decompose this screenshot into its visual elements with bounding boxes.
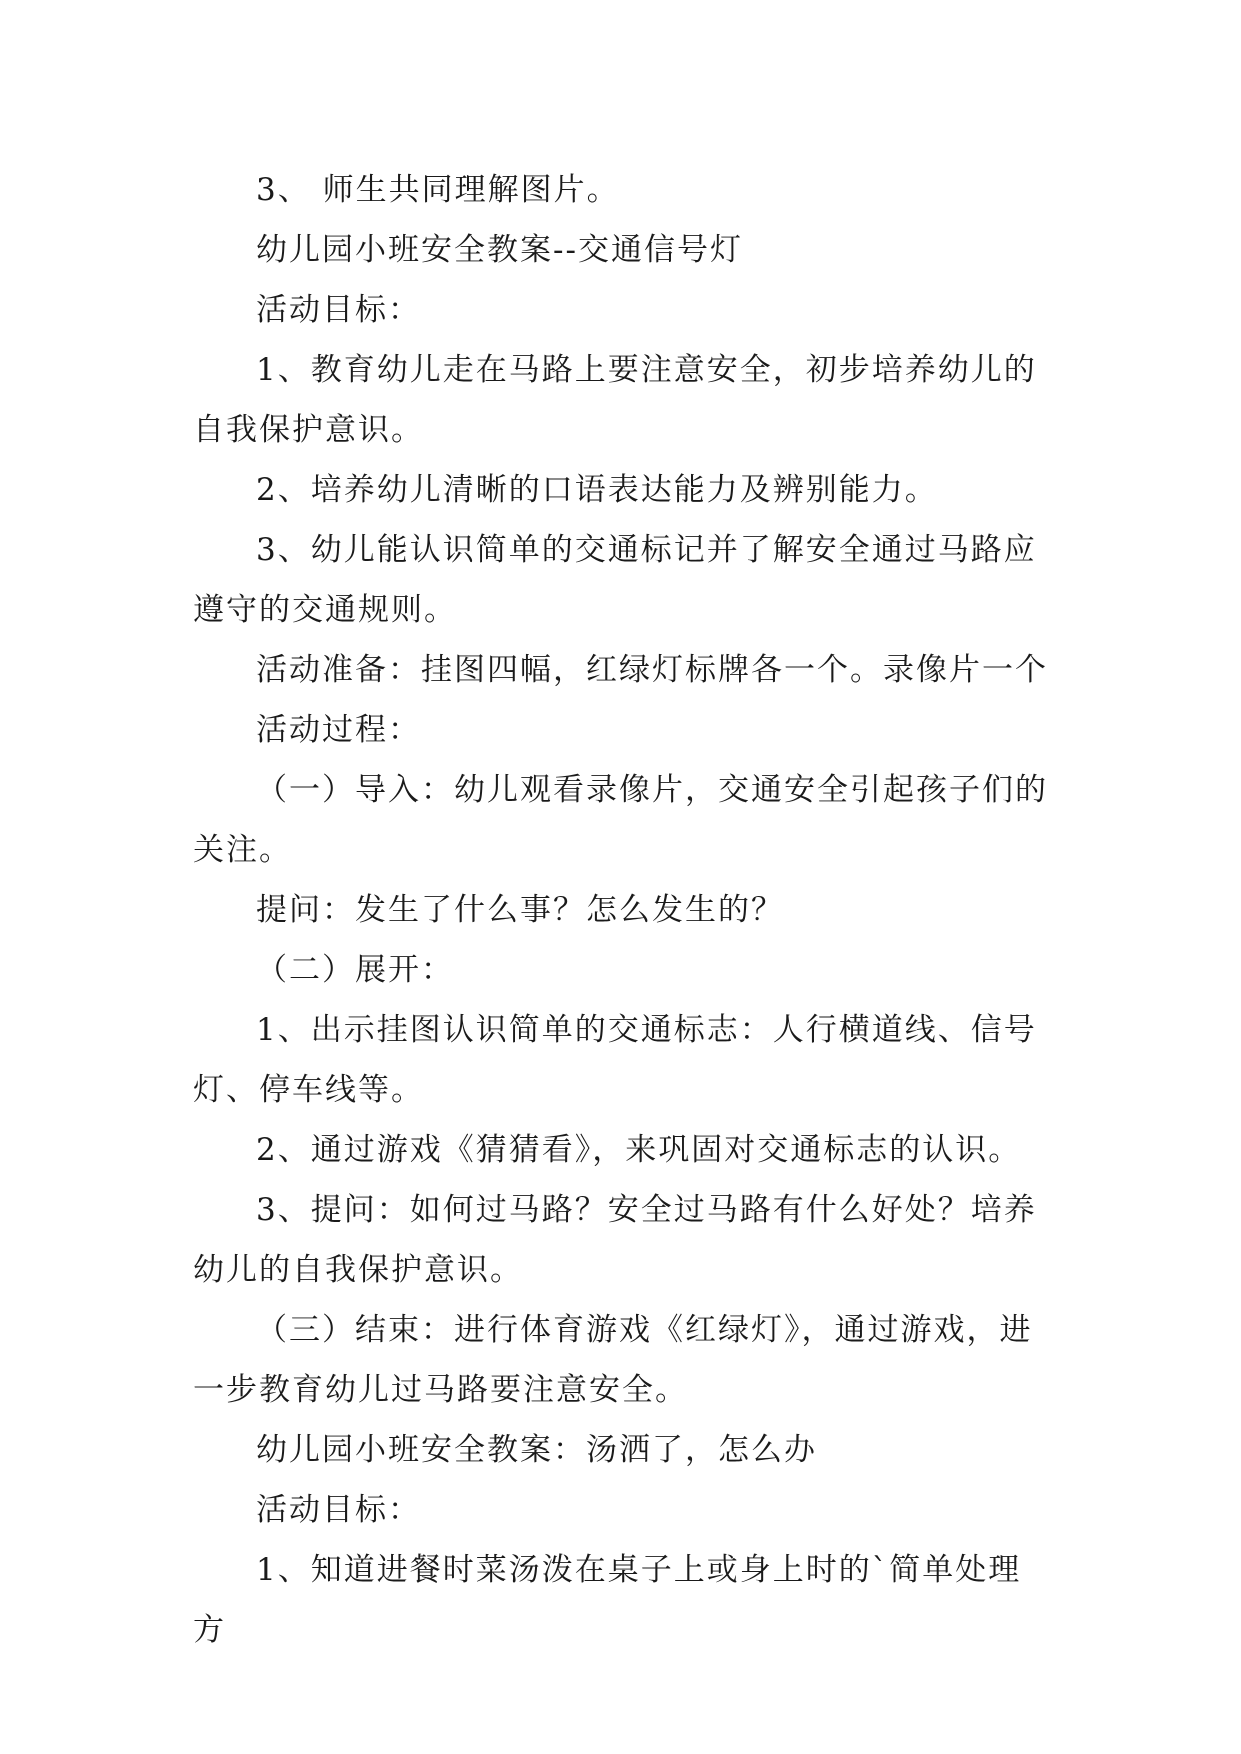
heading-activity-process: 活动过程： [256, 712, 421, 748]
develop-item-3: 3、提问：如何过马路？安全过马路有什么好处？培养幼儿的自我保护意识。 [193, 1192, 1037, 1288]
heading-activity-goals-2: 活动目标： [256, 1492, 421, 1528]
process-questions: 提问：发生了什么事？怎么发生的？ [256, 892, 784, 928]
develop-item-1: 1、出示挂图认识简单的交通标志：人行横道线、信号灯、停车线等。 [193, 1012, 1037, 1108]
process-intro: （一）导入：幼儿观看录像片，交通安全引起孩子们的关注。 [193, 772, 1048, 868]
goal-item-1-spilled-soup: 1、知道进餐时菜汤泼在桌子上或身上时的`简单处理方 [193, 1552, 1022, 1648]
process-develop-heading: （二）展开： [256, 952, 454, 988]
goal-item-2: 2、培养幼儿清晰的口语表达能力及辨别能力。 [256, 472, 938, 508]
goal-item-1: 1、教育幼儿走在马路上要注意安全，初步培养幼儿的自我保护意识。 [193, 352, 1037, 448]
activity-preparation: 活动准备：挂图四幅，红绿灯标牌各一个。录像片一个 [256, 652, 1048, 688]
develop-item-2: 2、通过游戏《猜猜看》，来巩固对交通标志的认识。 [256, 1132, 1022, 1168]
section-title-traffic-lights: 幼儿园小班安全教案--交通信号灯 [256, 232, 743, 268]
section-title-spilled-soup: 幼儿园小班安全教案：汤洒了，怎么办 [256, 1432, 817, 1468]
process-conclusion: （三）结束：进行体育游戏《红绿灯》，通过游戏，进一步教育幼儿过马路要注意安全。 [193, 1312, 1033, 1408]
heading-activity-goals: 活动目标： [256, 292, 421, 328]
paragraph-step-3-understand-pictures: 3、 师生共同理解图片。 [256, 172, 620, 208]
goal-item-3: 3、幼儿能认识简单的交通标记并了解安全通过马路应遵守的交通规则。 [193, 532, 1037, 628]
document-body [193, 160, 1053, 1660]
